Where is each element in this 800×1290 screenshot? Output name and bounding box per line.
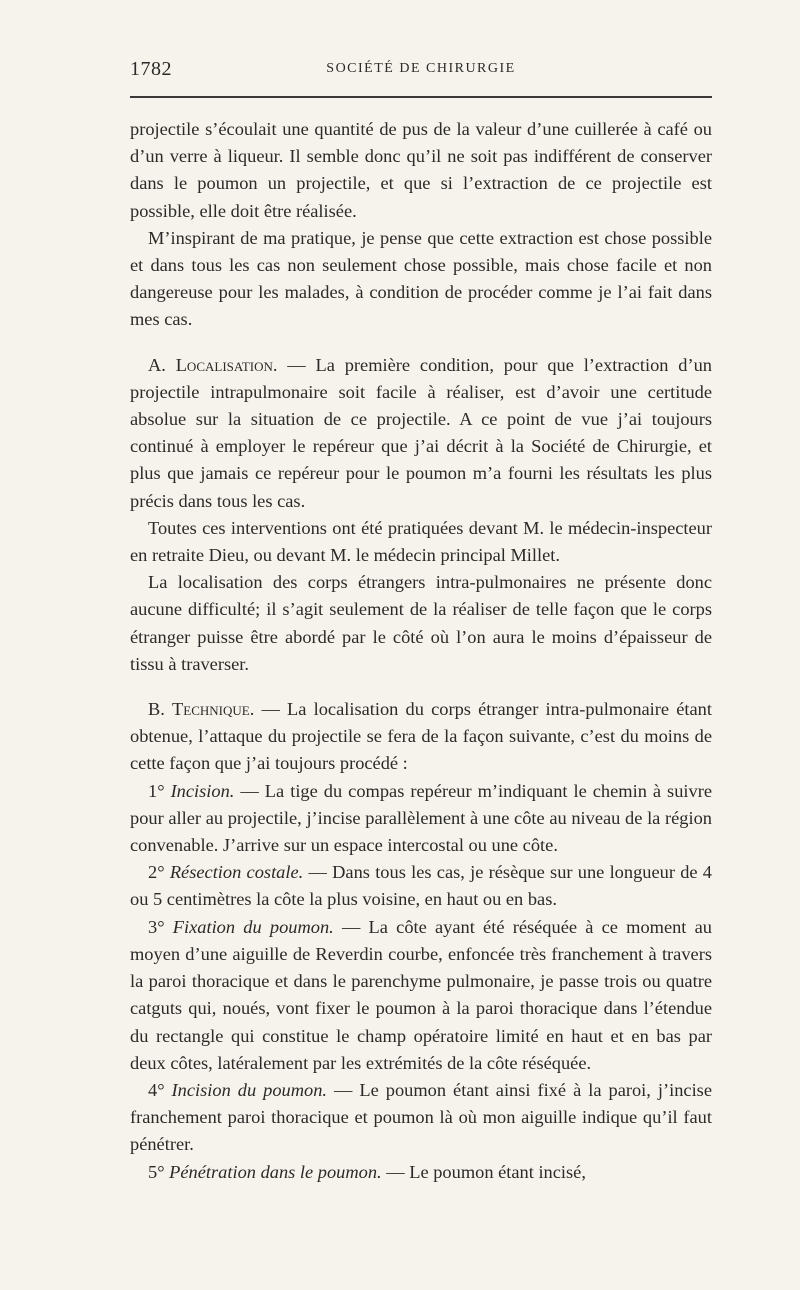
section-letter: B. bbox=[148, 699, 173, 720]
paragraph bbox=[130, 116, 712, 225]
paragraph-text: — La première condition, pour que l’extraction d’un projectile intrapulmonaire soit facile à réaliser, est d’avoir une certitude absolue sur la situation de ce projectile. A ce point de vue j’ai toujours continué à employer le repéreur que j’ai décrit à la Société de Chirurgie, et plus que jamais ce repéreur pour le poumon m’a fourni les résultats les plus précis dans tous les cas. bbox=[130, 354, 712, 511]
section-heading: Technique. bbox=[172, 699, 255, 720]
step-number: 1° bbox=[148, 780, 171, 801]
paragraph-text: La localisation des corps étrangers intra-pulmonaires ne présente donc aucune difficulté; il s’agit seulement de la réaliser de telle façon que le corps étranger puisse être abordé par le côté où l’on aura le moins d’épaisseur de tissu à traverser. bbox=[130, 572, 712, 674]
paragraph-text: — Le poumon étant ainsi fixé à la paroi, j’incise franchement paroi thoracique et poumon là où mon aiguille indique qu’il faut pénétrer. bbox=[130, 1079, 712, 1155]
paragraph-text: — La localisation du corps étranger intra-pulmonaire étant obtenue, l’attaque du projectile se fera de la façon suivante, c’est du moins de cette façon que j’ai toujours procédé : bbox=[130, 699, 712, 774]
section-letter: A. bbox=[148, 354, 176, 375]
body-text bbox=[130, 116, 712, 1186]
step-heading: Incision du poumon. bbox=[171, 1079, 328, 1100]
page-header bbox=[130, 58, 712, 88]
step-number: 4° bbox=[148, 1079, 172, 1100]
header-rule bbox=[130, 96, 712, 98]
step-resection bbox=[130, 859, 712, 913]
paragraph-text: Toutes ces interventions ont été pratiquées devant M. le médecin-inspecteur en retraite Dieu, ou devant M. le médecin principal Millet. bbox=[130, 517, 712, 566]
step-incision-poumon bbox=[130, 1077, 712, 1159]
step-number: 5° bbox=[148, 1161, 170, 1182]
paragraph-text: — Le poumon étant incisé, bbox=[381, 1161, 586, 1182]
step-number: 2° bbox=[148, 862, 170, 883]
step-fixation bbox=[130, 914, 712, 1077]
section-technique bbox=[130, 696, 712, 778]
step-heading: Incision. bbox=[170, 780, 235, 801]
section-heading: Localisation. bbox=[175, 354, 278, 375]
paragraph bbox=[130, 515, 712, 569]
section-localisation bbox=[130, 352, 712, 515]
step-number: 3° bbox=[148, 916, 173, 937]
page-number: 1782 bbox=[130, 58, 172, 80]
running-title: SOCIÉTÉ DE CHIRURGIE bbox=[326, 61, 516, 76]
paragraph bbox=[130, 569, 712, 678]
paragraph-text: M’inspirant de ma pratique, je pense que cette extraction est chose possible et dans tous les cas non seulement chose possible, mais chose facile et non dangereuse pour les malades, à condition de procéder comme je l’ai fait dans mes cas. bbox=[130, 227, 712, 330]
paragraph-text: — La tige du compas repéreur m’indiquant le chemin à suivre pour aller au projectile, j’incise parallèlement à une côte au niveau de la région convenable. J’arrive sur un espace intercostal ou une côte. bbox=[130, 780, 712, 856]
step-heading: Résection costale. bbox=[169, 862, 304, 883]
paragraph-text: projectile s’écoulait une quantité de pus de la valeur d’une cuillerée à café ou d’un verre à liqueur. Il semble donc qu’il ne soit pas indifférent de conserver dans le poumon un projectile, et que si l’extraction de ce projectile est possible, elle doit être réalisée. bbox=[130, 119, 712, 221]
step-heading: Pénétration dans le poumon. bbox=[169, 1161, 382, 1182]
step-heading: Fixation du poumon. bbox=[172, 916, 334, 937]
step-penetration bbox=[130, 1159, 712, 1186]
paragraph bbox=[130, 225, 712, 334]
paragraph-text: — Dans tous les cas, je résèque sur une longueur de 4 ou 5 centimètres la côte la plus voisine, en haut ou en bas. bbox=[130, 862, 712, 910]
paragraph-text: — La côte ayant été réséquée à ce moment au moyen d’une aiguille de Reverdin courbe, enfoncée très franchement à travers la paroi thoracique et dans le parenchyme pulmonaire, je passe trois ou quatre catguts qui, noués, vont fixer le poumon à la paroi thoracique dans l’étendue du rectangle qui constitue le champ opératoire limité en haut et en bas par deux côtes, latéralement par les extrémités de la côte réséquée. bbox=[130, 916, 712, 1073]
step-incision bbox=[130, 778, 712, 860]
